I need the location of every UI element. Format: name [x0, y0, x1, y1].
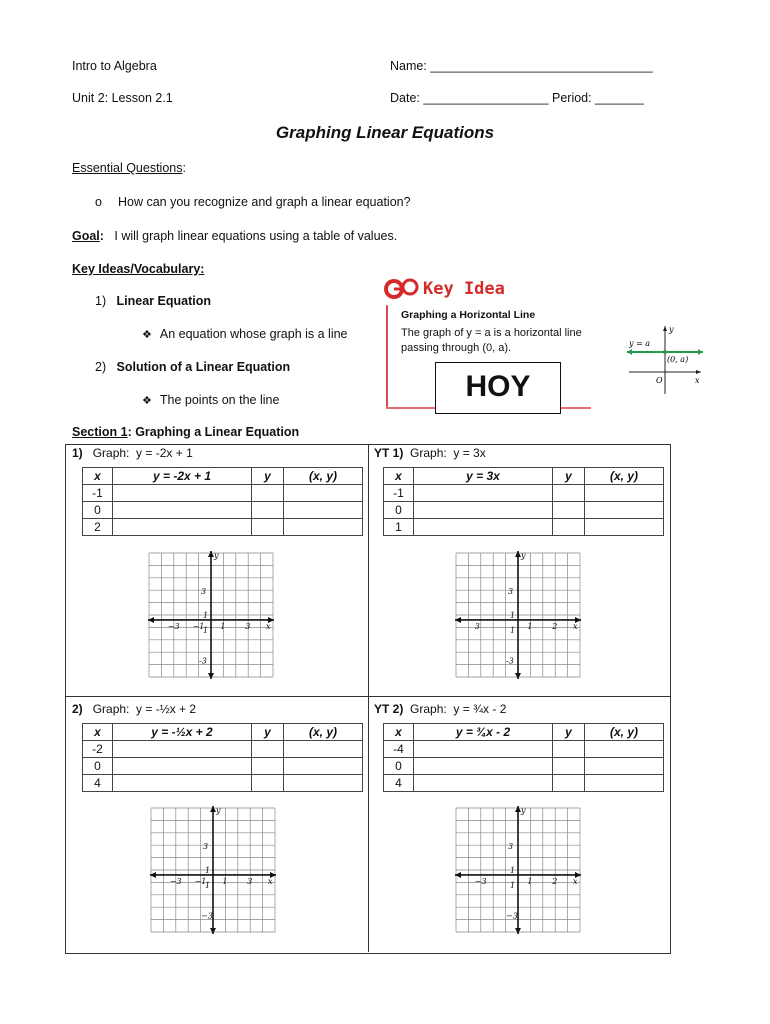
- horizontal-line-graph: [625, 322, 705, 396]
- page-title: Graphing Linear Equations: [275, 123, 495, 142]
- key-idea-subtitle: Graphing a Horizontal Line: [401, 309, 536, 321]
- y-axis-arrow-icon: [515, 928, 521, 934]
- y-axis-arrow-icon: [210, 928, 216, 934]
- x-tick-label: 1: [527, 876, 533, 886]
- go-logo-icon: [383, 278, 419, 300]
- problem-2-title: 2) Graph: y = -½x + 2: [72, 702, 197, 716]
- x-tick-label: 2: [552, 621, 558, 631]
- y-tick-label: −3: [201, 911, 213, 921]
- x-tick-label: 1: [222, 876, 228, 886]
- x-tick-label: −3: [474, 876, 487, 886]
- key-idea-accent: [386, 305, 388, 409]
- lesson-label: Unit 2: Lesson 2.1: [72, 91, 173, 105]
- y-tick-label: -3: [199, 656, 207, 666]
- diamond-bullet-icon: ❖: [142, 329, 152, 341]
- vocab-item-1: 1) Linear Equation: [95, 294, 211, 308]
- y-tick-label: 3: [508, 587, 514, 597]
- goal-line: Goal: I will graph linear equations using a table of values.: [72, 229, 398, 243]
- x-axis-label: x: [695, 376, 700, 385]
- x-axis-label: x: [266, 621, 271, 631]
- x-tick-label: 1: [220, 621, 226, 631]
- period-field[interactable]: Period: _______: [552, 91, 644, 105]
- course-name: Intro to Algebra: [72, 59, 157, 73]
- key-idea-box: [383, 270, 595, 413]
- value-table-yt2[interactable]: x y = ¾x - 2 y (x, y) -4 0 4: [383, 723, 664, 792]
- value-table-2[interactable]: x y = -½x + 2 y (x, y) -2 0 4: [82, 723, 363, 792]
- date-field[interactable]: Date: __________________: [390, 91, 549, 105]
- diamond-bullet-icon: ❖: [142, 395, 152, 407]
- y-tick-label: 1: [203, 625, 209, 635]
- problem-yt1-title: YT 1) Graph: y = 3x: [374, 446, 486, 460]
- section-heading: Section 1: Graphing a Linear Equation: [72, 425, 300, 439]
- y-axis-label: y: [521, 806, 526, 815]
- x-tick-label: 3: [247, 876, 253, 886]
- y-axis-label: y: [214, 551, 219, 560]
- x-tick-label: 1: [527, 621, 533, 631]
- value-table-yt1[interactable]: x y = 3x y (x, y) -1 0 1: [383, 467, 664, 536]
- question-bullet: o: [95, 195, 102, 209]
- y-tick-label: -3: [506, 656, 514, 666]
- y-axis-label: y: [216, 806, 221, 815]
- problem-yt2-title: YT 2) Graph: y = ¾x - 2: [374, 702, 507, 716]
- coordinate-grid-yt2[interactable]: [455, 806, 581, 934]
- y-tick-label: 3: [203, 842, 209, 852]
- vocab-heading: Key Ideas/Vocabulary:: [72, 262, 205, 276]
- y-tick-label: 1: [203, 610, 209, 620]
- problem-1-title: 1) Graph: y = -2x + 1: [72, 446, 193, 460]
- essential-question: How can you recognize and graph a linear equation?: [118, 195, 411, 209]
- y-tick-label: 1: [510, 880, 516, 890]
- y-tick-label: 1: [510, 865, 516, 875]
- essential-heading: Essential Questions:: [72, 161, 186, 175]
- key-idea-title: Key Idea: [423, 279, 505, 299]
- hoy-stamp: HOY: [435, 362, 561, 414]
- x-tick-label: −1: [194, 876, 207, 886]
- vocab-def-2: ❖ The points on the line: [142, 393, 280, 407]
- coordinate-grid-1[interactable]: [148, 551, 274, 679]
- point-label: (0, a): [667, 355, 689, 364]
- vocab-item-2: 2) Solution of a Linear Equation: [95, 360, 291, 374]
- row-divider: [65, 696, 670, 697]
- y-axis-arrow-icon: [208, 673, 214, 679]
- y-tick-label: 1: [510, 625, 516, 635]
- x-tick-label: −3: [167, 621, 180, 631]
- vocab-def-1: ❖ An equation whose graph is a line: [142, 327, 348, 341]
- x-tick-label: −1: [192, 621, 205, 631]
- y-axis-label: y: [521, 551, 526, 560]
- y-tick-label: 1: [510, 610, 516, 620]
- key-idea-body: The graph of y = a is a horizontal line passing through (0, a).: [401, 327, 582, 354]
- coordinate-grid-yt1[interactable]: [455, 551, 581, 679]
- value-table-1[interactable]: x y = -2x + 1 y (x, y) -1 0 2: [82, 467, 363, 536]
- name-field[interactable]: Name: ________________________________: [390, 59, 653, 73]
- y-tick-label: 1: [205, 865, 211, 875]
- y-tick-label: 3: [201, 587, 207, 597]
- y-axis-arrow-icon: [515, 673, 521, 679]
- y-axis-label: y: [669, 325, 674, 334]
- x-axis-label: x: [268, 876, 273, 886]
- y-tick-label: −3: [506, 911, 518, 921]
- origin-label: O: [656, 376, 663, 385]
- x-tick-label: −3: [169, 876, 182, 886]
- y-tick-label: 1: [205, 880, 211, 890]
- y-tick-label: 3: [508, 842, 514, 852]
- x-tick-label: 3: [245, 621, 251, 631]
- coordinate-grid-2[interactable]: [150, 806, 276, 934]
- column-divider: [368, 444, 369, 952]
- x-axis-label: x: [573, 621, 578, 631]
- x-tick-label: 2: [552, 876, 558, 886]
- x-axis-label: x: [573, 876, 578, 886]
- line-label: y = a: [629, 339, 651, 348]
- x-tick-label: 3: [474, 621, 480, 631]
